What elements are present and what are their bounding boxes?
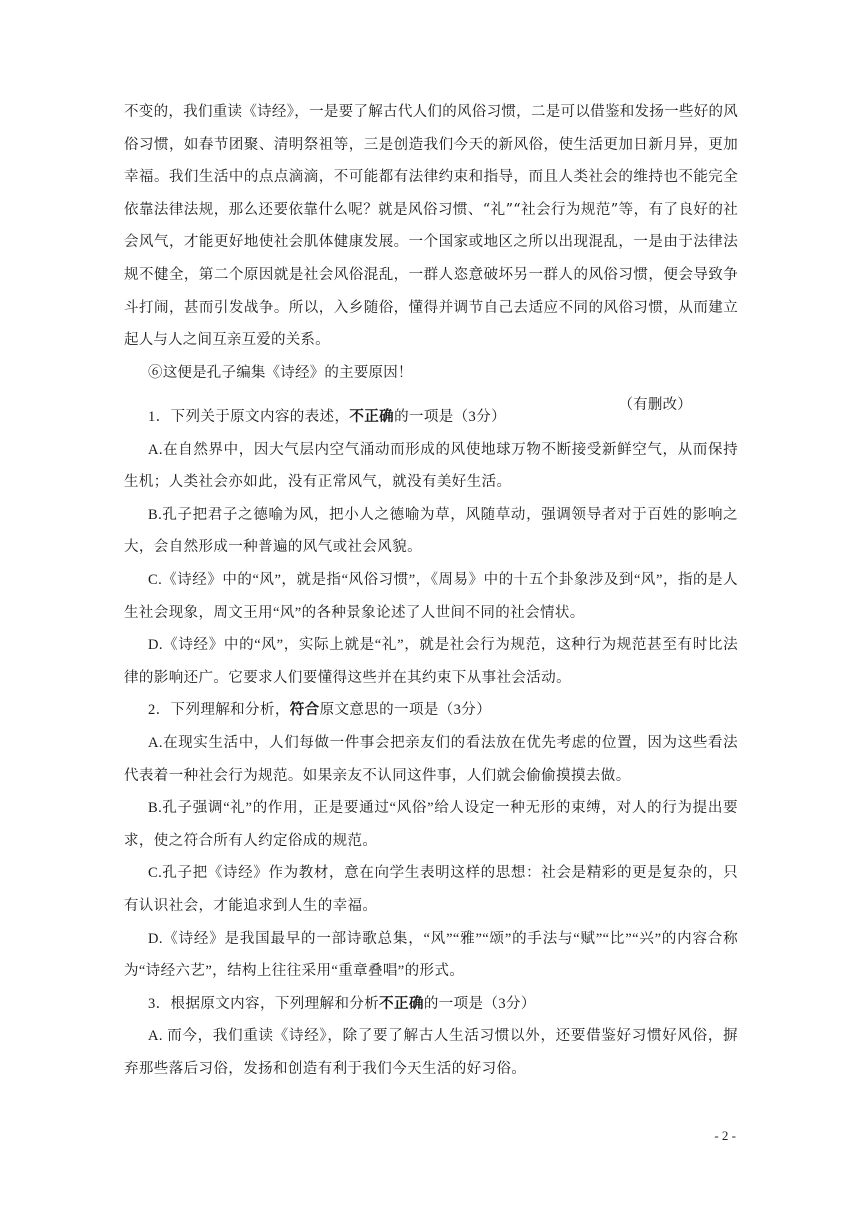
question-1-option-c: C.《诗经》中的“风”，就是指“风俗习惯”，《周易》中的十五个卦象涉及到“风”，指的是人生社会现象，周文王用“风”的各种景象论述了人世间不同的社会情状。 bbox=[124, 571, 738, 621]
question-1-stem: 1．下列关于原文内容的表述，不正确的一项是（3分） bbox=[148, 409, 507, 425]
question-1-option-d: D.《诗经》中的“风”，实际上就是“礼”，就是社会行为规范，这种行为规范甚至有时比法律的影响还广。它要求人们要懂得这些并在其约束下从事社会活动。 bbox=[124, 637, 738, 686]
question-1-option-b: B.孔子把君子之德喻为风，把小人之德喻为草，风随草动，强调领导者对于百姓的影响之大，会自然形成一种普遍的风气或社会风貌。 bbox=[124, 506, 738, 556]
article-paragraph-continued: 不变的，我们重读《诗经》，一是要了解古代人们的风俗习惯，二是可以借鉴和发扬一些好的风俗习惯，如春节团聚、清明祭祖等，三是创造我们今天的新风俗，使生活更加日新月异，更加幸福。我们生活中的点点滴滴，不可能都有法律约束和指导，而且人类社会的维持也不能完全依靠法律法规，那么还要依靠什么呢？就是风俗习惯、“礼”“社会行为规范”等，有了良好的社会风气，才能更好地使社会肌体健康发展。一个国家或地区之所以出现混乱，一是由于法律法规不健全，第二个原因就是社会风俗混乱，一群人恣意破坏另一群人的风俗习惯，便会导致争斗打闹，甚而引发战争。所以，入乡随俗，懂得并调节自己去适应不同的风俗习惯，从而建立起人与人之间互亲互爱的关系。 bbox=[124, 104, 738, 349]
question-3-emphasis: 不正确 bbox=[379, 995, 424, 1012]
question-1-option-a: A.在自然界中，因大气层内空气涌动而形成的风使地球万物不断接受新鲜空气，从而保持生机；人类社会亦如此，没有正常风气，就没有美好生活。 bbox=[124, 441, 738, 491]
article-body bbox=[124, 96, 738, 422]
article-paragraph-6: ⑥这便是孔子编集《诗经》的主要原因！ bbox=[148, 364, 413, 381]
source-note: （有删改） bbox=[618, 397, 692, 414]
question-2-option-c: C.孔子把《诗经》作为教材，意在向学生表明这样的思想：社会是精彩的更是复杂的，只有认识社会，才能追求到人生的幸福。 bbox=[124, 865, 738, 914]
question-3-option-a: A. 而今，我们重读《诗经》，除了要了解古人生活习惯以外，还要借鉴好习惯好风俗，摒弃那些落后习俗，发扬和创造有利于我们今天生活的好习俗。 bbox=[124, 1028, 738, 1077]
question-2-option-d: D.《诗经》是我国最早的一部诗歌总集，“风”“雅”“颂”的手法与“赋”“比”“兴”的内容合称为“诗经六艺”，结构上往往采用“重章叠唱”的形式。 bbox=[124, 930, 738, 980]
questions-section bbox=[124, 401, 738, 1085]
question-2-stem: 2．下列理解和分析，符合原文意思的一项是（3分） bbox=[148, 702, 492, 719]
page-number: - 2 - bbox=[714, 1128, 736, 1143]
question-1-emphasis: 不正确 bbox=[349, 409, 395, 425]
question-2-emphasis: 符合 bbox=[289, 702, 320, 719]
question-2-option-b: B.孔子强调“礼”的作用，正是要通过“风俗”给人设定一种无形的束缚，对人的行为提出要求，使之符合所有人约定俗成的规范。 bbox=[124, 800, 738, 849]
question-3-stem: 3．根据原文内容，下列理解和分析不正确的一项是（3分） bbox=[148, 995, 536, 1012]
question-2-option-a: A.在现实生活中，人们每做一件事会把亲友们的看法放在优先考虑的位置，因为这些看法代表着一种社会行为规范。如果亲友不认同这件事，人们就会偷偷摸摸去做。 bbox=[124, 734, 738, 784]
